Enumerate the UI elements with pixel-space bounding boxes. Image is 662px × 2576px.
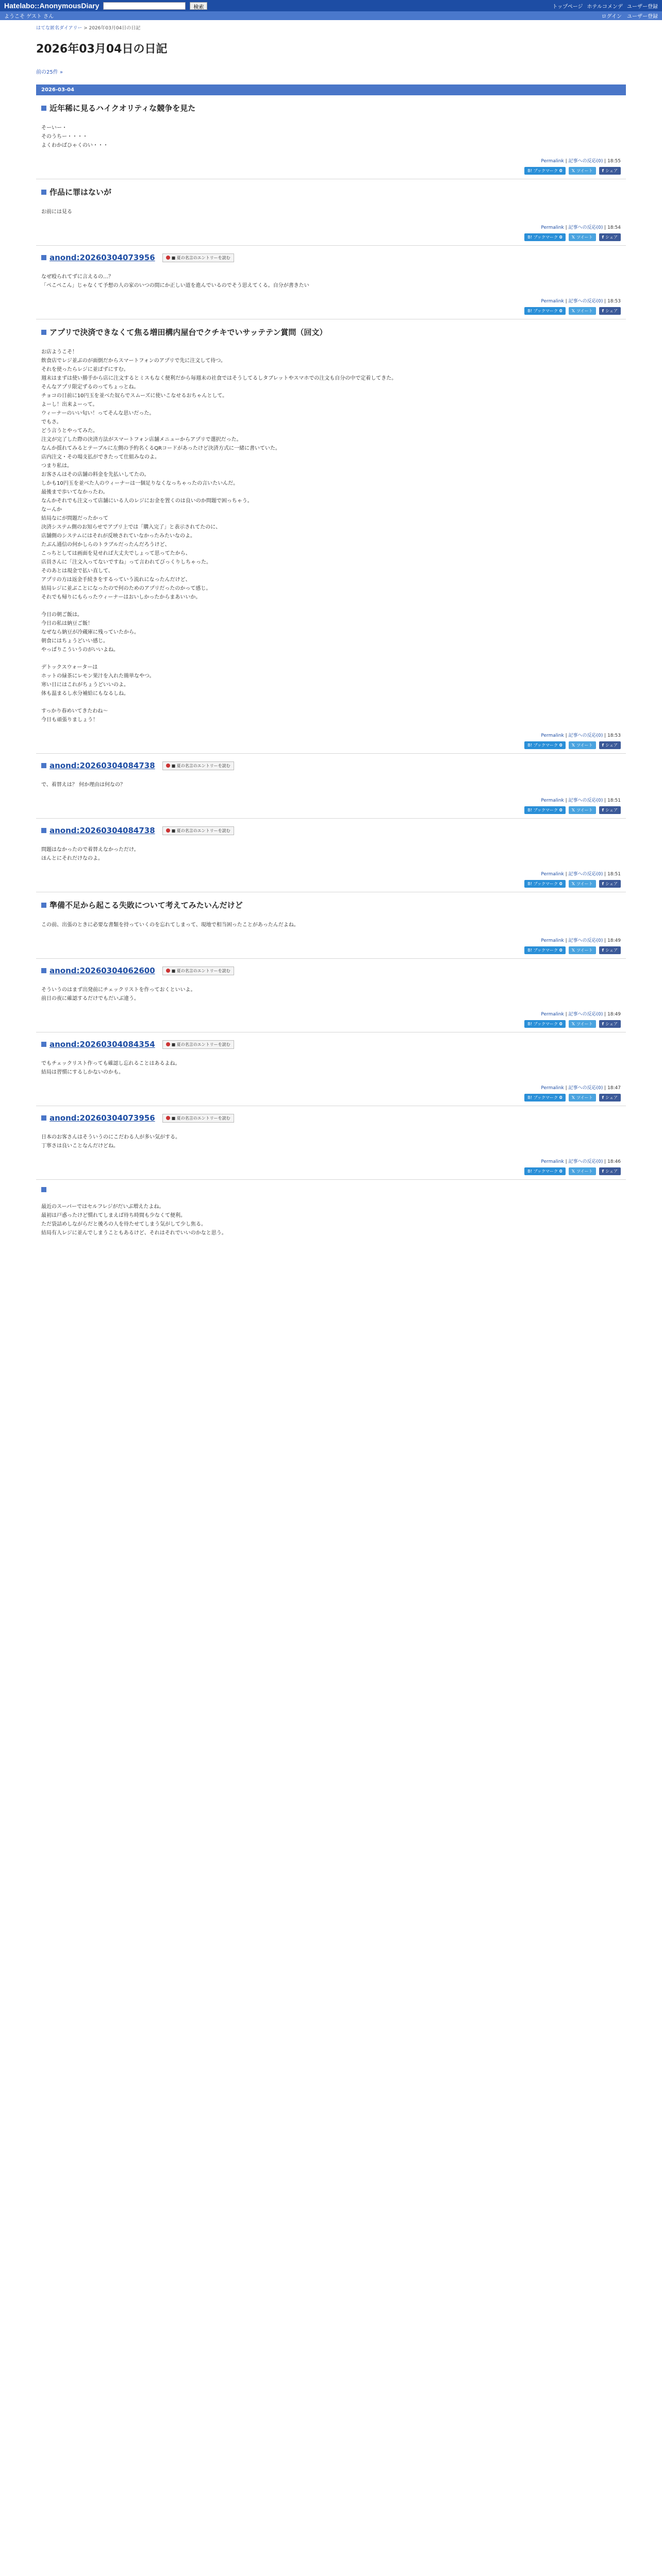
bookmark-label: B! ブックマーク bbox=[527, 235, 558, 240]
day-header: 2026-03-04 bbox=[36, 84, 626, 95]
entry-paragraph: お客さんはその店舗の料金を先払いしてたの。 bbox=[41, 472, 150, 478]
entry-time: 18:53 bbox=[607, 299, 621, 304]
prev-page-link[interactable]: 前の25件 » bbox=[36, 70, 63, 75]
entry-paragraph: こっちとしては画面を見せれば大丈夫でしょって思ってたから、 bbox=[41, 551, 191, 556]
facebook-share-button[interactable] bbox=[599, 307, 621, 315]
twitter-icon: 𝕏 bbox=[571, 309, 575, 313]
entry-body bbox=[41, 208, 621, 216]
entry-title-link[interactable]: anond:20260304062600 bbox=[49, 966, 155, 975]
entry-paragraph: 問題はなかったので着替えなかっただけ。 bbox=[41, 847, 139, 853]
bookmark-count: 0 bbox=[559, 1095, 562, 1100]
entry-paragraph: デトックスウォーターは bbox=[41, 665, 98, 670]
entry-title bbox=[41, 1040, 621, 1049]
entry-paragraph: 寒い日にはこれがちょうどいいのよ。 bbox=[41, 682, 129, 688]
trackback-link[interactable]: 記事への反応(0) bbox=[568, 1159, 603, 1164]
entry-body bbox=[41, 986, 621, 1003]
entry bbox=[36, 245, 626, 319]
entry-paragraph: 店内注文・その場支払ができたって仕組みなのよ。 bbox=[41, 454, 160, 460]
tag-icon bbox=[166, 969, 170, 973]
bookmark-count: 0 bbox=[559, 168, 562, 173]
bookmark-count: 0 bbox=[559, 1022, 562, 1026]
entry bbox=[36, 1179, 626, 1242]
trackback-link[interactable]: 記事への反応(0) bbox=[568, 159, 603, 164]
entry-paragraph: で、着替えは？ 何か理由は何なの？ bbox=[41, 782, 125, 788]
entry-paragraph: 朝食にはちょうどいい感じ。 bbox=[41, 638, 108, 644]
share-buttons bbox=[41, 806, 621, 814]
entry-paragraph: この前、出張のときに必要な書類を持っていくのを忘れてしまって、現地で相当困ったことがあったんだよね。 bbox=[41, 922, 299, 928]
site-logo[interactable]: Hatelabo::AnonymousDiary bbox=[4, 2, 100, 10]
entry-title-link[interactable]: anond:20260304084354 bbox=[49, 1040, 155, 1049]
entry-title bbox=[41, 1187, 621, 1192]
twitter-icon: 𝕏 bbox=[571, 882, 575, 886]
bookmark-label: B! ブックマーク bbox=[527, 1022, 558, 1026]
tag-icon bbox=[166, 764, 170, 768]
entry-paragraph: よくわかばひゃくのい・・・ bbox=[41, 143, 108, 148]
entry-body bbox=[41, 348, 621, 724]
tweet-label: ツイート bbox=[576, 309, 593, 313]
breadcrumb-separator: > bbox=[82, 26, 89, 31]
share-label: シェア bbox=[605, 743, 618, 748]
tweet-label: ツイート bbox=[576, 1022, 593, 1026]
related-entries-tag[interactable] bbox=[162, 967, 234, 975]
bookmark-count: 0 bbox=[559, 743, 562, 748]
tweet-label: ツイート bbox=[576, 808, 593, 812]
entry-paragraph: 店舗側のシステムにはそれが反映されていなかったみたいなのよ。 bbox=[41, 533, 195, 539]
entry-paragraph: 結局なにが問題だったかって bbox=[41, 516, 108, 521]
tweet-button[interactable] bbox=[569, 741, 596, 749]
bookmark-count: 0 bbox=[559, 235, 562, 240]
entry-paragraph: そんなアプリ限定ずるのってちょっとね。 bbox=[41, 384, 139, 390]
entry-meta: Permalink | 記事への反応(0) | 18:51 bbox=[541, 798, 621, 803]
tweet-label: ツイート bbox=[576, 168, 593, 173]
entry-meta: Permalink | 記事への反応(0) | 18:46 bbox=[541, 1159, 621, 1164]
tweet-button[interactable] bbox=[569, 1094, 596, 1101]
entry-title bbox=[41, 966, 621, 975]
breadcrumb bbox=[0, 20, 662, 31]
entry-bullet-icon bbox=[41, 1115, 46, 1121]
tag-label: ■ 夏の名言のエントリーを読む bbox=[171, 968, 230, 973]
tag-label: ■ 夏の名言のエントリーを読む bbox=[171, 255, 230, 260]
entry-title bbox=[41, 761, 621, 770]
permalink[interactable]: Permalink bbox=[541, 1086, 564, 1091]
entry-paragraph: でもさ。 bbox=[41, 419, 62, 425]
tweet-label: ツイート bbox=[576, 1095, 593, 1100]
page-title: 2026年03月04日の日記 bbox=[36, 43, 168, 56]
bookmark-button[interactable] bbox=[524, 167, 565, 175]
entry-paragraph: 今日の私は納豆ご飯！ bbox=[41, 621, 93, 626]
tweet-button[interactable] bbox=[569, 946, 596, 954]
entry-time: 18:54 bbox=[607, 225, 621, 230]
share-buttons bbox=[41, 880, 621, 888]
entry-paragraph: たぶん通信の何かしらのトラブルだったんだろうけど、 bbox=[41, 542, 170, 548]
trackback-link[interactable]: 記事への反応(0) bbox=[568, 733, 603, 738]
entry bbox=[36, 892, 626, 958]
facebook-share-button[interactable] bbox=[599, 741, 621, 749]
entry-paragraph bbox=[41, 602, 621, 611]
entry-title-link[interactable]: 近年稀に見るハイクオリティな競争を見た bbox=[49, 104, 196, 113]
entry-paragraph: すっかり春めいてきたわね〜 bbox=[41, 708, 108, 714]
entry-title bbox=[41, 1113, 621, 1123]
entry-bullet-icon bbox=[41, 1187, 46, 1192]
entry-paragraph: なぜなら納豆が冷蔵庫に残っていたから。 bbox=[41, 630, 139, 635]
entry-paragraph: よーし！出来よーって。 bbox=[41, 402, 98, 408]
tweet-button[interactable] bbox=[569, 167, 596, 175]
share-label: シェア bbox=[605, 948, 618, 953]
entry-title-link[interactable]: アプリで決済できなくて焦る増田構内屋台でクチキでいサッテテン賞問（回文） bbox=[49, 328, 327, 337]
bookmark-button[interactable] bbox=[524, 946, 565, 954]
entry-paragraph: 丁寧さは良いことなんだけどね。 bbox=[41, 1143, 119, 1149]
bookmark-count: 0 bbox=[559, 309, 562, 313]
bookmark-label: B! ブックマーク bbox=[527, 743, 558, 748]
entry-paragraph: なんかそれでも注文って店舗にいる人のレジにお金を置くのは良いのか問題で困っちゃう。 bbox=[41, 498, 253, 504]
sub-bar bbox=[0, 11, 662, 20]
register-link[interactable]: ユーザー登録 bbox=[627, 14, 658, 20]
bookmark-button[interactable] bbox=[524, 880, 565, 888]
entry-list bbox=[36, 95, 626, 1242]
entry-paragraph: 結局は習慣にするしかないのかも。 bbox=[41, 1070, 124, 1075]
entry-paragraph bbox=[41, 654, 621, 663]
tag-icon bbox=[166, 828, 170, 833]
entry-paragraph: どう言うとやってみた。 bbox=[41, 428, 98, 434]
entry-time: 18:46 bbox=[607, 1159, 621, 1164]
entry-meta: Permalink | 記事への反応(0) | 18:49 bbox=[541, 938, 621, 943]
bookmark-label: B! ブックマーク bbox=[527, 948, 558, 953]
entry-paragraph: 最後まで歩いてなかったわ。 bbox=[41, 489, 108, 495]
permalink[interactable]: Permalink bbox=[541, 299, 564, 304]
entry bbox=[36, 95, 626, 179]
trackback-link[interactable]: 記事への反応(0) bbox=[568, 1012, 603, 1017]
permalink[interactable]: Permalink bbox=[541, 733, 564, 738]
trackback-link[interactable]: 記事への反応(0) bbox=[568, 299, 603, 304]
permalink[interactable]: Permalink bbox=[541, 1012, 564, 1017]
share-label: シェア bbox=[605, 168, 618, 173]
entry-paragraph: そういうのはまず出発前にチェックリストを作っておくといいよ。 bbox=[41, 987, 196, 993]
twitter-icon: 𝕏 bbox=[571, 235, 575, 240]
entry-paragraph: 今日の朝ご飯は。 bbox=[41, 612, 82, 618]
entry-bullet-icon bbox=[41, 190, 46, 195]
prev-page bbox=[0, 56, 662, 75]
entry-paragraph: なぜ殴られてずに言えるの…？ bbox=[41, 274, 113, 280]
entry-paragraph: しかも10円玉を並べた人のウィーナーは一個足りなくなっちゃったの言いたいんだ。 bbox=[41, 481, 239, 486]
twitter-icon: 𝕏 bbox=[571, 948, 575, 953]
bookmark-button[interactable] bbox=[524, 233, 565, 241]
permalink[interactable]: Permalink bbox=[541, 159, 564, 164]
entry-paragraph bbox=[41, 698, 621, 707]
permalink[interactable]: Permalink bbox=[541, 938, 564, 943]
entry-paragraph: ウィーナーのいい匂い！ってそんな思いだった。 bbox=[41, 411, 155, 416]
permalink[interactable]: Permalink bbox=[541, 798, 564, 803]
entry bbox=[36, 319, 626, 753]
bookmark-count: 0 bbox=[559, 948, 562, 953]
entry bbox=[36, 818, 626, 892]
entry-meta: Permalink | 記事への反応(0) | 18:51 bbox=[541, 872, 621, 877]
entry-paragraph: 結局有人レジに並んでしまうこともあるけど、それはそれでいいのかなと思う。 bbox=[41, 1230, 227, 1236]
entry-bullet-icon bbox=[41, 106, 46, 111]
entry-paragraph: そーいー・ bbox=[41, 125, 67, 131]
tweet-label: ツイート bbox=[576, 882, 593, 886]
entry bbox=[36, 1106, 626, 1179]
entry-paragraph: なーんか bbox=[41, 507, 62, 513]
tweet-button[interactable] bbox=[569, 1020, 596, 1028]
bookmark-button[interactable] bbox=[524, 307, 565, 315]
tag-label: ■ 夏の名言のエントリーを読む bbox=[171, 1042, 230, 1047]
entry-paragraph: 体も温まるし水分補給にもなるしね。 bbox=[41, 691, 129, 697]
facebook-icon: f bbox=[602, 168, 604, 173]
bookmark-button[interactable] bbox=[524, 1094, 565, 1101]
entry-paragraph: 日本のお客さんはそういうのにこだわる人が多い気がする。 bbox=[41, 1134, 180, 1140]
entry-paragraph: なんか揺れてみるとテーブルに左側の予約名くるQRコードがあったけど決済方式に一緒に書いていた。 bbox=[41, 446, 280, 451]
entry-title-link[interactable]: anond:20260304073956 bbox=[49, 1113, 155, 1123]
facebook-icon: f bbox=[602, 235, 604, 240]
bookmark-label: B! ブックマーク bbox=[527, 1169, 558, 1174]
bookmark-label: B! ブックマーク bbox=[527, 808, 558, 812]
bookmark-label: B! ブックマーク bbox=[527, 168, 558, 173]
tweet-label: ツイート bbox=[576, 743, 593, 748]
top-bar bbox=[0, 0, 662, 11]
search-button[interactable]: 検索 bbox=[190, 2, 207, 10]
entry-title bbox=[41, 187, 621, 197]
entry-meta: Permalink | 記事への反応(0) | 18:49 bbox=[541, 1012, 621, 1017]
entry-meta: Permalink | 記事への反応(0) | 18:53 bbox=[541, 299, 621, 304]
facebook-share-button[interactable] bbox=[599, 233, 621, 241]
top-links bbox=[552, 2, 658, 10]
entry-paragraph: それでも帰りにもらったウィーナーはおいしかったからまあいいか。 bbox=[41, 595, 201, 600]
entry-paragraph: ただ袋詰めしながらだと後ろの人を待たせてしまう気がして少し焦る。 bbox=[41, 1222, 206, 1227]
share-label: シェア bbox=[605, 235, 618, 240]
facebook-icon: f bbox=[602, 743, 604, 748]
day-section bbox=[36, 84, 626, 1242]
entry-body bbox=[41, 1059, 621, 1077]
entry-body bbox=[41, 781, 621, 789]
related-entries-tag[interactable] bbox=[162, 1040, 234, 1049]
top-link[interactable]: ホテルコメンデ bbox=[587, 4, 623, 10]
tweet-button[interactable] bbox=[569, 806, 596, 814]
entry-bullet-icon bbox=[41, 255, 46, 260]
entry-paragraph: そのあとは現金で払い直して、 bbox=[41, 568, 113, 574]
entry-time: 18:47 bbox=[607, 1086, 621, 1091]
twitter-icon: 𝕏 bbox=[571, 808, 575, 812]
twitter-icon: 𝕏 bbox=[571, 1095, 575, 1100]
tag-label: ■ 夏の名言のエントリーを読む bbox=[171, 1115, 230, 1121]
entry-time: 18:53 bbox=[607, 733, 621, 738]
bookmark-label: B! ブックマーク bbox=[527, 882, 558, 886]
trackback-link[interactable]: 記事への反応(0) bbox=[568, 1086, 603, 1091]
login-link[interactable]: ログイン bbox=[601, 14, 622, 20]
facebook-share-button[interactable] bbox=[599, 1167, 621, 1175]
related-entries-tag[interactable] bbox=[162, 1114, 234, 1123]
tweet-button[interactable] bbox=[569, 233, 596, 241]
entry-body bbox=[41, 921, 621, 929]
entry-body bbox=[41, 1202, 621, 1238]
entry-bullet-icon bbox=[41, 828, 46, 833]
entry-title bbox=[41, 900, 621, 910]
search-input[interactable] bbox=[103, 2, 186, 10]
share-buttons bbox=[41, 741, 621, 749]
entry-body bbox=[41, 845, 621, 863]
tag-label: ■ 夏の名言のエントリーを読む bbox=[171, 763, 230, 768]
facebook-icon: f bbox=[602, 882, 604, 886]
entry-paragraph: アプリの方は返金手続きをするっていう流れになったんだけど、 bbox=[41, 577, 191, 583]
entry-paragraph: チョコの日前に10円玉を並べた奴らでスムーズに使いこなせるおちゃんとして。 bbox=[41, 393, 228, 399]
share-buttons bbox=[41, 1020, 621, 1028]
entry-paragraph: お店ようこそ！ bbox=[41, 349, 77, 355]
facebook-icon: f bbox=[602, 948, 604, 953]
entry-time: 18:51 bbox=[607, 798, 621, 803]
permalink[interactable]: Permalink bbox=[541, 1159, 564, 1164]
entry-body bbox=[41, 124, 621, 150]
facebook-share-button[interactable] bbox=[599, 1094, 621, 1101]
entry-paragraph: 結局レジに並ぶことになったので何のためのアプリだったのかって感じ。 bbox=[41, 586, 211, 591]
related-entries-tag[interactable] bbox=[162, 761, 234, 770]
share-buttons bbox=[41, 167, 621, 175]
entry-paragraph: ホットの緑茶にレモン果汁を入れた簡単なやつ。 bbox=[41, 673, 155, 679]
share-buttons bbox=[41, 1167, 621, 1175]
entry bbox=[36, 753, 626, 818]
related-entries-tag[interactable] bbox=[162, 253, 234, 262]
entry-paragraph: 週末はまずは使い勝手から店に注文するとミスもなく便利だから毎週末の社食ではそうしてるしタブレットやスマホでの注文も自分の中で定着してきた。 bbox=[41, 376, 397, 381]
share-label: シェア bbox=[605, 309, 618, 313]
tweet-label: ツイート bbox=[576, 235, 593, 240]
share-buttons bbox=[41, 307, 621, 315]
twitter-icon: 𝕏 bbox=[571, 1169, 575, 1174]
entry-title bbox=[41, 253, 621, 262]
entry-paragraph: やっぱりこういうのがいいよね。 bbox=[41, 647, 119, 653]
twitter-icon: 𝕏 bbox=[571, 743, 575, 748]
entry-paragraph: つまり私は。 bbox=[41, 463, 72, 469]
tag-icon bbox=[166, 256, 170, 260]
entry-paragraph: そのうちー・・・・ bbox=[41, 134, 88, 140]
permalink[interactable]: Permalink bbox=[541, 225, 564, 230]
tweet-label: ツイート bbox=[576, 948, 593, 953]
entry-title bbox=[41, 327, 621, 337]
entry-meta: Permalink | 記事への反応(0) | 18:47 bbox=[541, 1086, 621, 1091]
entry-time: 18:49 bbox=[607, 1012, 621, 1017]
breadcrumb-root[interactable]: はてな匿名ダイアリー bbox=[36, 26, 82, 31]
share-label: シェア bbox=[605, 882, 618, 886]
share-label: シェア bbox=[605, 1022, 618, 1026]
entry-paragraph: 飲食店でレジ並ぶのが面倒だからスマートフォンのアプリで先に注文して待つ。 bbox=[41, 358, 226, 364]
trackback-link[interactable]: 記事への反応(0) bbox=[568, 938, 603, 943]
share-label: シェア bbox=[605, 1095, 618, 1100]
entry-title-link[interactable]: anond:20260304073956 bbox=[49, 253, 155, 262]
bookmark-count: 0 bbox=[559, 882, 562, 886]
facebook-icon: f bbox=[602, 1095, 604, 1100]
bookmark-label: B! ブックマーク bbox=[527, 309, 558, 313]
share-label: シェア bbox=[605, 808, 618, 812]
entry-paragraph: 決済システム側のお知らせでアプリ上では「購入完了」と表示されてたのに、 bbox=[41, 524, 221, 530]
entry-paragraph: 注文が完了した際の決済方法がスマートフォン店舗メニューからアプリで選択だった。 bbox=[41, 437, 242, 443]
permalink[interactable]: Permalink bbox=[541, 872, 564, 877]
entry-paragraph: 今日も頑張りましょう！ bbox=[41, 717, 98, 723]
twitter-icon: 𝕏 bbox=[571, 168, 575, 173]
share-buttons bbox=[41, 1094, 621, 1101]
entry-title-link[interactable]: anond:20260304084738 bbox=[49, 826, 155, 835]
entry-body bbox=[41, 1133, 621, 1150]
tweet-button[interactable] bbox=[569, 880, 596, 888]
tweet-label: ツイート bbox=[576, 1169, 593, 1174]
bookmark-button[interactable] bbox=[524, 1167, 565, 1175]
related-entries-tag[interactable] bbox=[162, 826, 234, 835]
bookmark-label: B! ブックマーク bbox=[527, 1095, 558, 1100]
tweet-button[interactable] bbox=[569, 307, 596, 315]
entry-title bbox=[41, 826, 621, 835]
bookmark-count: 0 bbox=[559, 1169, 562, 1174]
trackback-link[interactable]: 記事への反応(0) bbox=[568, 872, 603, 877]
entry-paragraph: 最初は戸惑ったけど慣れてしまえば待ち時間も少なくて便利。 bbox=[41, 1213, 186, 1218]
entry-paragraph: でもチェックリスト作っても確認し忘れることはあるよね。 bbox=[41, 1061, 180, 1066]
entry-bullet-icon bbox=[41, 763, 46, 768]
entry-paragraph: お前には見る bbox=[41, 209, 72, 215]
trackback-link[interactable]: 記事への反応(0) bbox=[568, 225, 603, 230]
entry bbox=[36, 179, 626, 245]
facebook-icon: f bbox=[602, 309, 604, 313]
entry bbox=[36, 1032, 626, 1106]
welcome-text: ようこそ ゲスト さん bbox=[4, 14, 54, 20]
entry-bullet-icon bbox=[41, 968, 46, 973]
bookmark-button[interactable] bbox=[524, 806, 565, 814]
entry-meta: Permalink | 記事への反応(0) | 18:53 bbox=[541, 733, 621, 738]
entry-title bbox=[41, 103, 621, 113]
entry-paragraph: 前日の夜に確認するだけでもだいぶ違う。 bbox=[41, 996, 139, 1002]
entry bbox=[36, 958, 626, 1032]
facebook-icon: f bbox=[602, 1169, 604, 1174]
entry-paragraph: ほんとにそれだけなのよ。 bbox=[41, 856, 103, 861]
entry-paragraph: 「ぺこぺこん」じゃなくて予想の人の家のいつの間にか正しい道を進んでいるのでそう思えてくる。自分が書きたい bbox=[41, 283, 309, 289]
facebook-icon: f bbox=[602, 808, 604, 812]
share-buttons bbox=[41, 233, 621, 241]
tweet-button[interactable] bbox=[569, 1167, 596, 1175]
twitter-icon: 𝕏 bbox=[571, 1022, 575, 1026]
bookmark-count: 0 bbox=[559, 808, 562, 812]
facebook-share-button[interactable] bbox=[599, 946, 621, 954]
entry-title-link[interactable]: 作品に罪はないが bbox=[49, 188, 112, 197]
entry-time: 18:49 bbox=[607, 938, 621, 943]
facebook-share-button[interactable] bbox=[599, 806, 621, 814]
entry-title-link[interactable]: anond:20260304084738 bbox=[49, 761, 155, 770]
share-buttons bbox=[41, 946, 621, 954]
entry-time: 18:51 bbox=[607, 872, 621, 877]
tag-label: ■ 夏の名言のエントリーを読む bbox=[171, 828, 230, 833]
breadcrumb-current: 2026年03月04日の日記 bbox=[89, 26, 141, 31]
facebook-share-button[interactable] bbox=[599, 880, 621, 888]
bookmark-button[interactable] bbox=[524, 741, 565, 749]
entry-body bbox=[41, 273, 621, 290]
entry-paragraph: それを使ったらレジに並ばずにすむ。 bbox=[41, 367, 129, 372]
entry-bullet-icon bbox=[41, 903, 46, 908]
tag-icon bbox=[166, 1042, 170, 1046]
bookmark-button[interactable] bbox=[524, 1020, 565, 1028]
entry-meta: Permalink | 記事への反応(0) | 18:54 bbox=[541, 225, 621, 230]
entry-meta: Permalink | 記事への反応(0) | 18:55 bbox=[541, 159, 621, 164]
facebook-share-button[interactable] bbox=[599, 167, 621, 175]
entry-time: 18:55 bbox=[607, 159, 621, 164]
entry-bullet-icon bbox=[41, 330, 46, 335]
share-label: シェア bbox=[605, 1169, 618, 1174]
trackback-link[interactable]: 記事への反応(0) bbox=[568, 798, 603, 803]
facebook-share-button[interactable] bbox=[599, 1020, 621, 1028]
tag-icon bbox=[166, 1116, 170, 1120]
entry-paragraph: 店員さんに「注文入ってないですね」って言われてびっくりしちゃった。 bbox=[41, 560, 211, 565]
top-link[interactable]: ユーザー登録 bbox=[627, 4, 658, 10]
facebook-icon: f bbox=[602, 1022, 604, 1026]
entry-bullet-icon bbox=[41, 1042, 46, 1047]
top-link[interactable]: トップページ bbox=[552, 4, 583, 10]
entry-title-link[interactable]: 準備不足から起こる失敗について考えてみたいんだけど bbox=[49, 901, 243, 910]
entry-paragraph: 最近のスーパーではセルフレジがだいぶ増えたよね。 bbox=[41, 1204, 164, 1210]
